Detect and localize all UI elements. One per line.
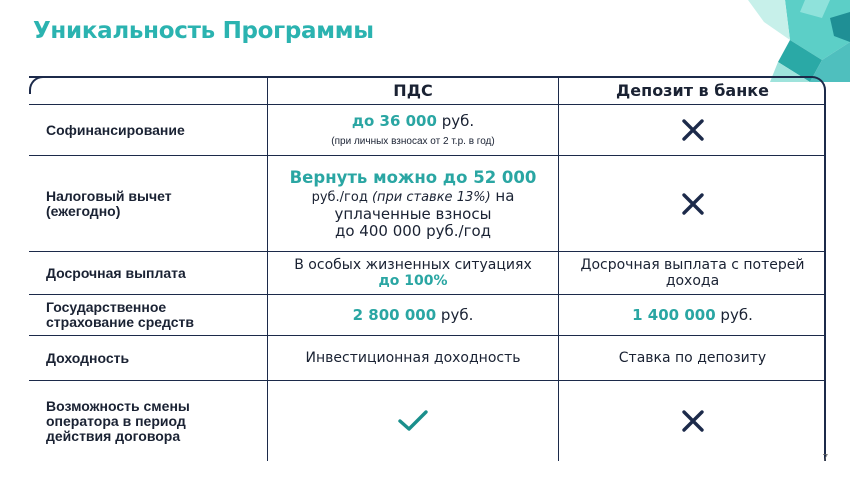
- cross-icon: [681, 118, 705, 142]
- table-row: Государственное страхование средств 2 800 000 руб. 1 400 000 руб.: [29, 295, 826, 336]
- column-header-bank-deposit: Депозит в банке: [558, 76, 826, 104]
- check-icon: [397, 409, 429, 433]
- pds-cofinancing-amount: до 36 000: [351, 112, 437, 130]
- row-label: Налоговый вычет (ежегодно): [46, 187, 172, 219]
- row-label: Возможность смены оператора в период действия договора: [46, 397, 190, 444]
- cross-icon: [681, 409, 705, 433]
- pds-cofinancing-note: (при личных взносах от 2 т.р. в год): [331, 136, 495, 147]
- cross-icon: [681, 192, 705, 216]
- slide-title: Уникальность Программы: [33, 18, 374, 44]
- row-label: Досрочная выплата: [46, 264, 186, 281]
- comparison-table: [29, 76, 826, 461]
- table-row: Софинансирование до 36 000 руб. (при личных взносах от 2 т.р. в год): [29, 105, 826, 156]
- table-row: [29, 381, 826, 461]
- pds-insurance-amount: 2 800 000: [352, 305, 437, 324]
- row-label: Государственное страхование средств: [46, 299, 194, 330]
- row-label: Софинансирование: [46, 121, 185, 138]
- page-number: 7: [822, 453, 828, 464]
- table-row: Доходность Инвестиционная доходность Ставка по депозиту: [29, 336, 826, 381]
- table-row: Досрочная выплата В особых жизненных ситуациях до 100% Досрочная выплата с потерей дохода: [29, 252, 826, 295]
- column-header-pds: ПДС: [267, 76, 558, 104]
- table-row: Налоговый вычет (ежегодно) Вернуть можно до 52 000 руб./год (при ставке 13%) на уплаченные взносы до 400 000 руб./год: [29, 156, 826, 252]
- row-label: Доходность: [46, 349, 130, 366]
- pds-early-payout-value: до 100%: [378, 273, 448, 289]
- table-header-row: [29, 76, 826, 105]
- decorative-polygons: [730, 0, 850, 82]
- pds-tax-refund-amount: Вернуть можно до 52 000: [289, 167, 537, 187]
- bank-insurance-amount: 1 400 000: [632, 305, 716, 324]
